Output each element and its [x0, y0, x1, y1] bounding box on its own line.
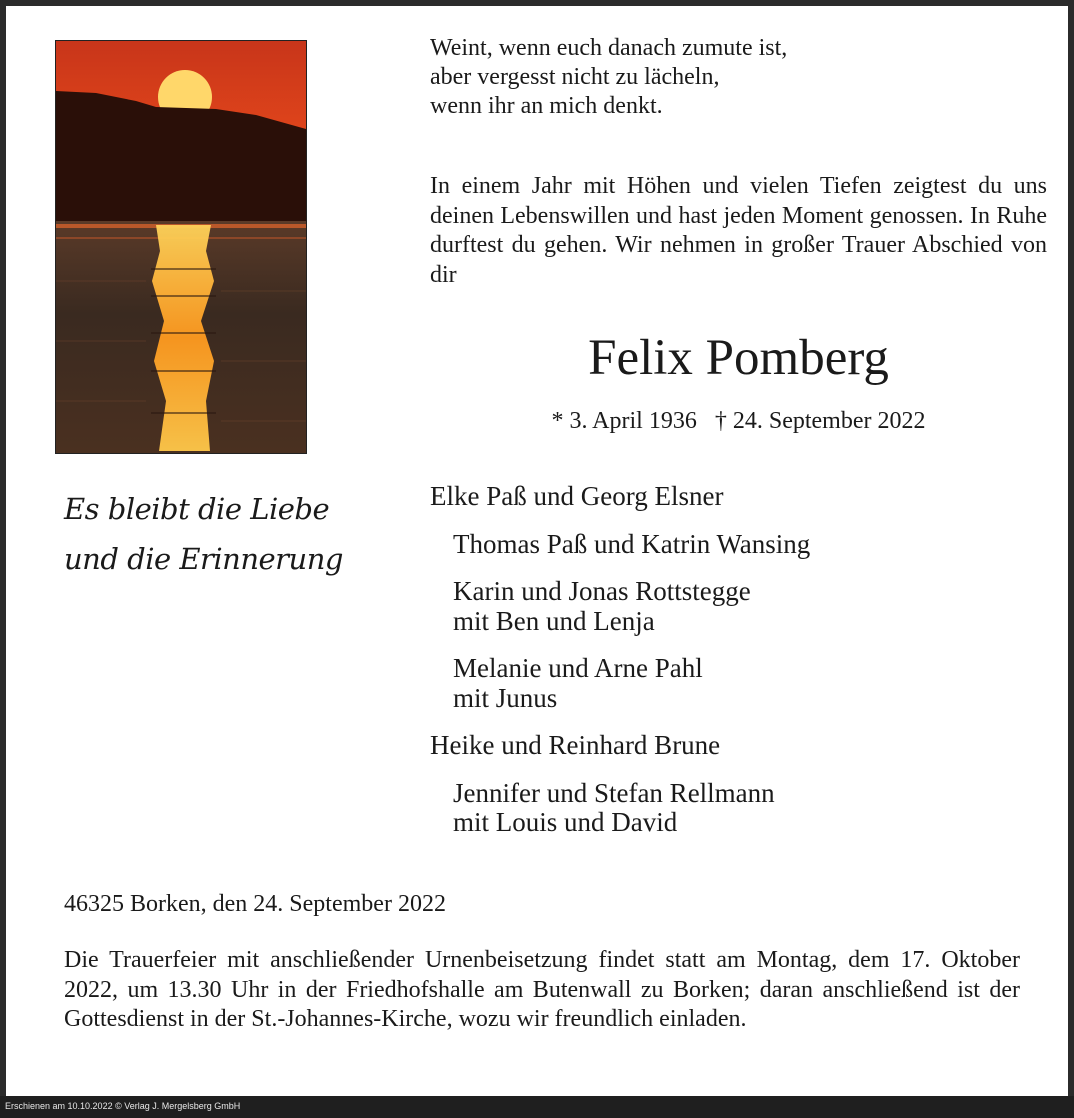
poem-line: aber vergesst nicht zu lächeln, — [430, 64, 720, 90]
sunset-photo — [55, 40, 307, 454]
poem-line: wenn ihr an mich denkt. — [430, 93, 663, 119]
mourner-sub — [430, 654, 810, 713]
mourner-line: mit Louis und David — [453, 807, 678, 837]
mourner-line: mit Junus — [453, 682, 558, 713]
mourner-line: Thomas Paß und Katrin Wansing — [453, 528, 811, 559]
deceased-name: Felix Pomberg — [588, 330, 889, 386]
birth-date: * 3. April 1936 — [551, 408, 697, 434]
mourners-list — [430, 482, 810, 838]
intro-text: In einem Jahr mit Höhen und vielen Tiefen zeigtest du uns deinen Lebenswillen und hast jeden Moment genossen. In Ruhe durftest du gehen. Wir nehmen in großer Trauer Abschied von dir — [430, 173, 1047, 288]
mourner-sub — [430, 530, 810, 560]
mourner-line: Jennifer und Stefan Rellmann — [453, 777, 775, 808]
place-date: 46325 Borken, den 24. September 2022 — [64, 891, 446, 917]
memorial-quote-line: Es bleibt die Liebe — [64, 492, 330, 526]
mourner-line: mit Ben und Lenja — [453, 605, 655, 636]
mourner-sub — [430, 577, 810, 636]
ceremony-text: Die Trauerfeier mit anschließender Urnenbeisetzung findet statt am Montag, dem 17. Oktober 2022, um 13.30 Uhr in der Friedhofshalle am Butenwall zu Borken; daran anschließend ist der Gottesdienst in der St.-Johannes-Kirche, wozu wir freundlich einladen. — [64, 947, 1020, 1032]
mourner-line: Karin und Jonas Rottstegge — [453, 576, 751, 606]
poem-line: Weint, wenn euch danach zumute ist, — [430, 35, 788, 61]
mourner-sub — [430, 779, 810, 838]
memorial-quote-line: und die Erinnerung — [64, 542, 343, 576]
life-dates — [430, 406, 1047, 436]
footer-bar — [0, 1096, 1074, 1118]
memorial-quote — [64, 484, 343, 584]
mourner-main: Heike und Reinhard Brune — [430, 730, 721, 760]
mourner-main: Elke Paß und Georg Elsner — [430, 481, 724, 511]
poem — [430, 34, 1050, 121]
footer-text: Erschienen am 10.10.2022 © Verlag J. Mergelsberg GmbH — [5, 1101, 241, 1111]
death-date: † 24. September 2022 — [714, 408, 926, 434]
mourner-line: Melanie und Arne Pahl — [453, 653, 703, 683]
